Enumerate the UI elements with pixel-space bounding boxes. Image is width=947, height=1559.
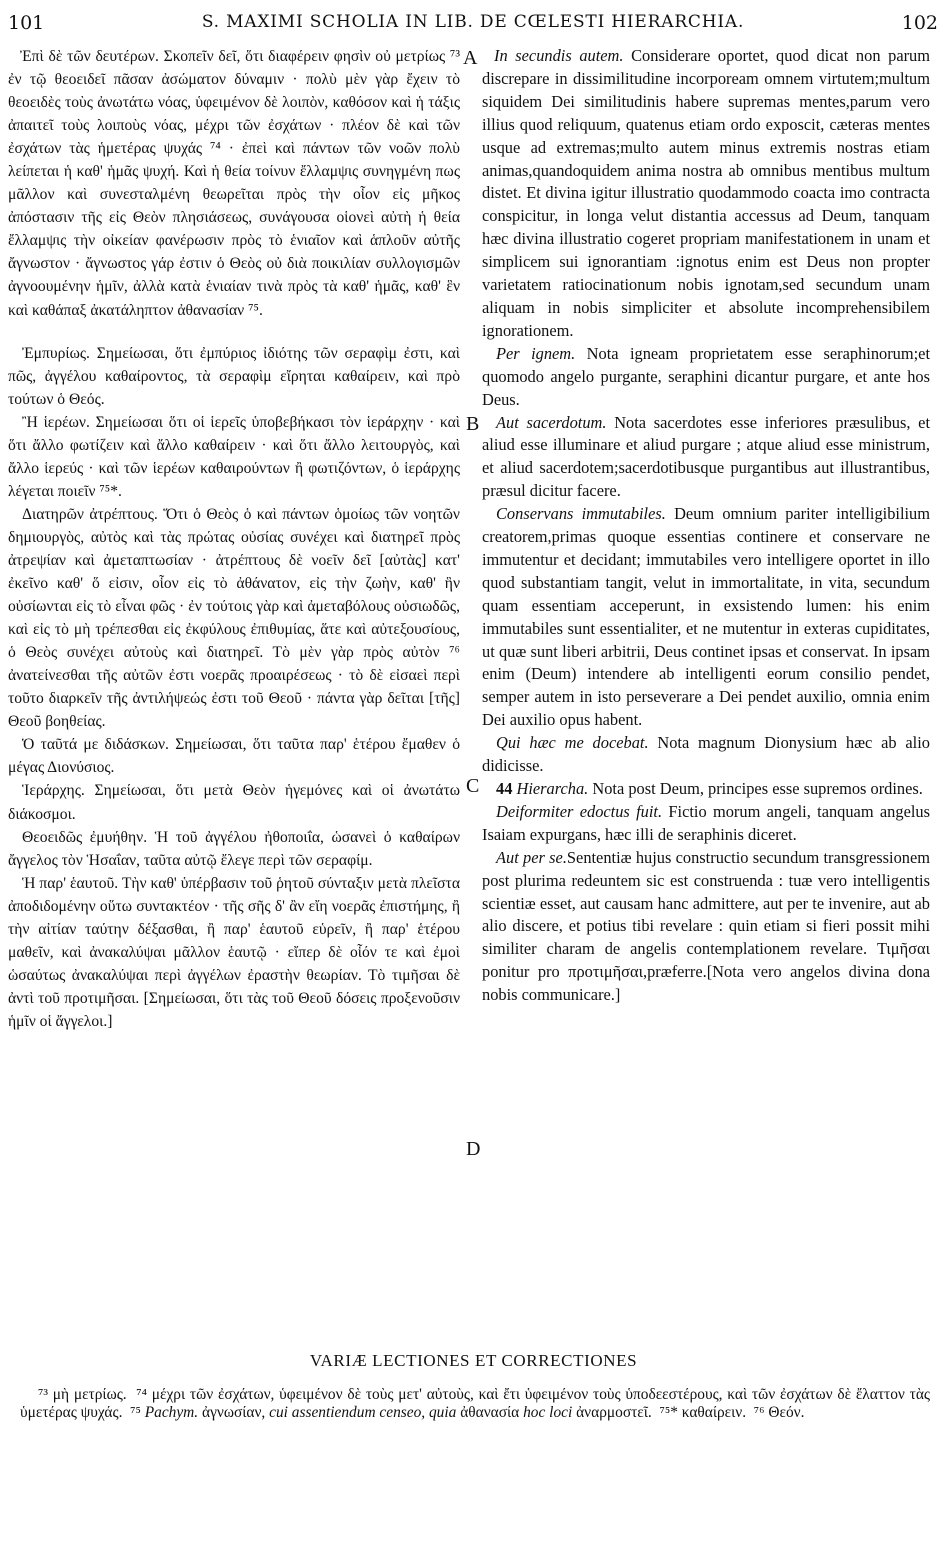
note-76: ⁷⁶ Θεόν. [753,1404,805,1421]
note-75-greek: ἀγνωσίαν, [202,1404,266,1421]
note-74: ⁷⁴ μέχρι τῶν ἐσχάτων, ὑφειμένον δὲ τοὺς μετ' αὐτοὺς, καὶ ἔτι ὑφειμένον τοὺς ὑποδεεστέρους, καὶ τῶν ἐσχάτων δὲ ἔλαττον τὰς ὑμετέρας ψυχάς. [20,1386,930,1421]
latin-scholion [482,847,930,1007]
latin-scholion [482,732,930,778]
greek-scholion: Ἡ παρ' ἑαυτοῦ. Τὴν καθ' ὑπέρβασιν τοῦ ῥητοῦ σύνταξιν μετὰ πλεῖστα ἀποδιδομένην οὕτω συντακτέον · τῆς σῆς δ' ἂν εἴη νοερᾶς ἐπιστήμης, ἢ τὴν αἰτίαν ταύτην δέξασθαι, ἢ παρ' ἑαυτοῦ εὑρεῖν, ἢ παρ' ἑτέρου μαθεῖν, καὶ ἀνακαλύψαι μᾶλλον ἑαυτῷ · εἴπερ δὲ οἷόν τε καὶ ἐμοὶ ὡσαύτως ἀνακαλύψαι περὶ ἀγγέλων ἐραστὴν θεωρίαν. Τὸ τιμῆσαι δὲ ἀντὶ τοῦ προτιμῆσαι. [Σημείωσαι, ὅτι τὰς τοῦ Θεοῦ δόσεις προξενοῦσιν ἡμῖν οἱ ἄγγελοι.] [8,874,460,1030]
latin-lemma: Qui hæc me docebat. [496,733,649,753]
variae-lectiones-notes [20,1386,930,1422]
latin-text: Nota igneam proprietatem esse seraphinorum;et quomodo angelo purgante, seraphini dicantur purgare, et ante hos Deus. [482,343,930,409]
greek-scholion: Διατηρῶν ἀτρέπτους. Ὅτι ὁ Θεὸς ὁ καὶ πάντων ὁμοίως τῶν νοητῶν δημιουργὸς, αὐτὸς καὶ τὰς πρώτας οὐσίας συνέχει καὶ διατηρεῖ πρὸς ἀτρεψίαν καὶ ἀμεταπτωσίαν · ἀτρέπτους δὲ νοεῖν δεῖ [αὐτὰς] κατ' ἐκεῖνο καθ' ὅ εἰσιν, οἷον εἰς τὸ ἀθάνατον, εἰς τὴν ζωὴν, καθ' ἣν οὐσίωνται εἰς τὸ εἶναι φῶς · ἐν τούτοις γὰρ καὶ ἀμεταβόλους οὐσιωδῶς, καὶ εἰς τὸ μὴ τρέπεσθαι εἰς ἐκφύλους ἐπιθυμίας, ἅτε καὶ αὐτεξουσίους, ὁ Θεὸς συνέχει αὐτοὺς καὶ διατηρεῖ. Τὸ μὲν γὰρ πρὸς αὐτὸν ⁷⁶ ἀνατείνεσθαι τῆς αὐτῶν ἐστι νοερᾶς προαιρέσεως · τὸ δὲ εἰσαεὶ περὶ τοῦτο διαρκεῖν τῆς ἀντιλήψεώς ἐστι τοῦ Θεοῦ · πάντα γὰρ δεῖται [τῆς] Θεοῦ βοηθείας. [8,505,460,731]
note-75-label: ⁷⁵ [130,1404,141,1421]
greek-scholion: Ὁ ταῦτά με διδάσκων. Σημείωσαι, ὅτι ταῦτα παρ' ἑτέρου ἔμαθεν ὁ μέγας Διονύσιος. [8,736,460,777]
latin-scholion [482,45,930,343]
latin-text: Fictio morum angeli, tanquam angelus Isaiam expurgans, hæc illi de seraphinis diceret. [482,801,930,844]
greek-scholion: Ἐμπυρίως. Σημείωσαι, ὅτι ἐμπύριος ἰδιότης τῶν σεραφὶμ ἐστι, καὶ πῶς, ἀγγέλου καθαίροντος, τὰ σεραφὶμ εἴρηται καθαίρειν, καὶ πρὸ τούτων ὁ Θεός. [8,344,460,408]
margin-marker-d: D [466,1138,481,1160]
latin-column [482,45,930,1007]
latin-text: Nota magnum Dionysium hæc ab alio didicisse. [482,733,930,776]
latin-text: Sententiæ hujus constructio secundum transgressionem post plurima redeuntem sic est construenda : tuæ vero intelligentis scientiæ esset, aut causam hanc admittere, aut per te invenire, aut ab alio discere, et potius tibi revelare : quin etiam si fieri possit mihi similiter charam de angelis contemplationem revelare. Τιμῆσαι ponitur pro προτιμῆσαι,præferre.[Nota vero angelos divina dona nobis communicare.] [482,847,930,1005]
latin-lemma: Conservans immutabiles. [496,504,666,524]
note-75-comment2: hoc loci [523,1404,573,1421]
latin-lemma: Aut per se. [496,847,567,867]
latin-text: Nota sacerdotes esse inferiores præsulibus, et aliud esse illuminare et aliud purgare ; atque aliud esse ministrum, et aliud sacerdotem;sacerdotibusque purgantibus aut illustrantibus, præsul dicitur facere. [482,412,931,501]
margin-marker-c: C [466,775,480,797]
note-75-greek2: ἀθανασία [460,1404,520,1421]
latin-lemma: Per ignem. [496,343,576,363]
latin-scholion [482,778,930,801]
running-header [8,12,938,42]
margin-marker-a: A [463,47,478,69]
greek-scholion: Ἱεράρχης. Σημείωσαι, ὅτι μετὰ Θεὸν ἡγεμόνες καὶ οἱ ἀνωτάτω διάκοσμοι. [8,782,460,823]
greek-column [8,45,460,1033]
note-75-pachym: Pachym. [144,1404,199,1421]
latin-lemma: Aut sacerdotum. [496,412,607,432]
latin-scholion [482,801,930,847]
margin-marker-b: B [466,413,480,435]
page-number-left: 101 [8,12,45,34]
variae-lectiones-title: VARIÆ LECTIONES ET CORRECTIONES [309,1351,638,1370]
latin-text: Considerare oportet, quod dicat non parum discrepare in dissimilitudine incorpoream omnem virtutem;multum siquidem Dei similitudinis habere supremas mentes,parum vero illius quod reliquum, quatenus etiam ordo exposcit, cæteras mentes usque ad extremas;multo autem minus extremis nostras etiam animas,quandoquidem anima nostra ab omnibus mentibus multum distet. Et divina igitur illustratio quodammodo coacta imo contracta conspicitur, in longa velut distantia accessus ad Deum, tanquam hæc divina illustratio cogeret propriam manifestationem in unam et simplicem sui ignorantiam :ignotus enim est Deus non propter varietatem ratiocinationum nobis ignotam,sed secundum unam aliquam in nobis simpliciter et absolute incomprehensibilem ignorationem. [482,46,931,340]
note-75-end: ἀναρμοστεῖ. [576,1404,652,1421]
latin-scholion [482,343,930,412]
latin-lemma: In secundis autem. [494,46,624,65]
note-73: ⁷³ μὴ μετρίως. [38,1386,127,1403]
page-number-right: 102 [901,12,938,34]
latin-lemma: Deiformiter edoctus fuit. [496,801,663,821]
section-number: 44 [496,779,513,798]
latin-scholion [482,412,930,504]
greek-scholion: Θεοειδῶς ἐμυήθην. Ἡ τοῦ ἀγγέλου ἠθοποιΐα, ὡσανεὶ ὁ καθαίρων ἄγγελος τὸν Ἡσαΐαν, ταῦτα αὐτῷ ἔλεγε περὶ τῶν σεραφίμ. [8,828,460,869]
latin-text: Nota post Deum, principes esse supremos ordines. [588,779,923,798]
greek-scholion: Ἢ ἱερέων. Σημείωσαι ὅτι οἱ ἱερεῖς ὑποβεβήκασι τὸν ἱεράρχην · καὶ ὅτι ἄλλο φωτίζειν καὶ ἄλλο καθαίρειν · καὶ ὅτι ἄλλο λειτουργὸς, καὶ ἄλλο ἱερεύς · καὶ τῶν ἱερέων καθαιρούντων ἢ φωτιζόντων, ὁ ἱεράρχης λέγεται ποιεῖν ⁷⁵*. [8,413,460,500]
variae-note-line [20,1386,930,1422]
note-75-comment: cui assentiendum censeo, quia [269,1404,457,1421]
greek-scholion: Ἐπὶ δὲ τῶν δευτέρων. Σκοπεῖν δεῖ, ὅτι διαφέρειν φησὶν οὐ μετρίως ⁷³ ἐν τῷ θεοειδεῖ πᾶσαν ἀσώματον δύναμιν · πολὺ μὲν γὰρ ἔχειν τὸ θεοειδὲς τοὺς ἀνωτάτω νόας, ὑφειμένον δὲ λοιπὸν, καθόσον καὶ ἡ τάξις ἀπαιτεῖ τοὺς λοιποὺς νόας, μέχρι τῶν ἐσχάτων · πλέον δὲ καὶ τῶν ἐσχάτων τὰς ἡμετέρας ψυχάς ⁷⁴ · ἐπεὶ καὶ πάντων τῶν νοῶν πολὺ λείπεται ἡ καθ' ἡμᾶς ψυχή. Καὶ ἡ θεία τοίνυν ἔλλαμψις συνηγμένη πως μᾶλλον καὶ συνεσταλμένη θεωρεῖται πρὸς τὴν οἷον εἰς μῆκος ἀπόστασιν τῆς εἰς Θεὸν πλησιάσεως, συνάγουσα οἱονεὶ αὐτὴ ἡ θεία ἔλλαμψις τὴν οἰκείαν φανέρωσιν πρὸς τὸ ἑνιαῖον καὶ ἁπλοῦν αὐτῆς ἄγνωστον · ἄγνωστος γάρ ἐστιν ὁ Θεὸς οὐ διὰ ποικιλίαν συλλογισμῶν ἀγνοουμένην ἡμῖν, ἀλλὰ κατὰ ἑνιαίαν τινὰ πρὸς τὰ καθ' ἡμᾶς, καθ' ἓν καὶ καθάπαξ ἀκατάληπτον ἀθανασίαν ⁷⁵. [8,48,460,319]
running-title: S. MAXIMI SCHOLIA IN LIB. DE CŒLESTI HIERARCHIA. [201,12,745,32]
latin-scholion [482,503,930,732]
note-75b: ⁷⁵* καθαίρειν. [659,1404,747,1421]
latin-text: Deum omnium pariter intelligibilium creatorem,primas quoque essentias continere et conservare ne immutentur et decidant; immutabiles vero intelligere oportet in illo quod substantiam tangit, velut in immortalitate, in vita, secundum quam essentiam acceperunt, in exsistendo lumen: his enim immutabiles sunt essentialiter, et ne mutentur in exteras cupiditates, ut quæ sunt liberi arbitrii, Deus continet ipsas et conservat. In ipsam enim (Deum) intendere ab intelligenti eorum consilio pendet, semper autem in isto perseverare a Dei pendet auxilio, omnia enim Dei auxilio opus habent. [482,504,930,730]
latin-lemma: Hierarcha. [516,779,589,798]
